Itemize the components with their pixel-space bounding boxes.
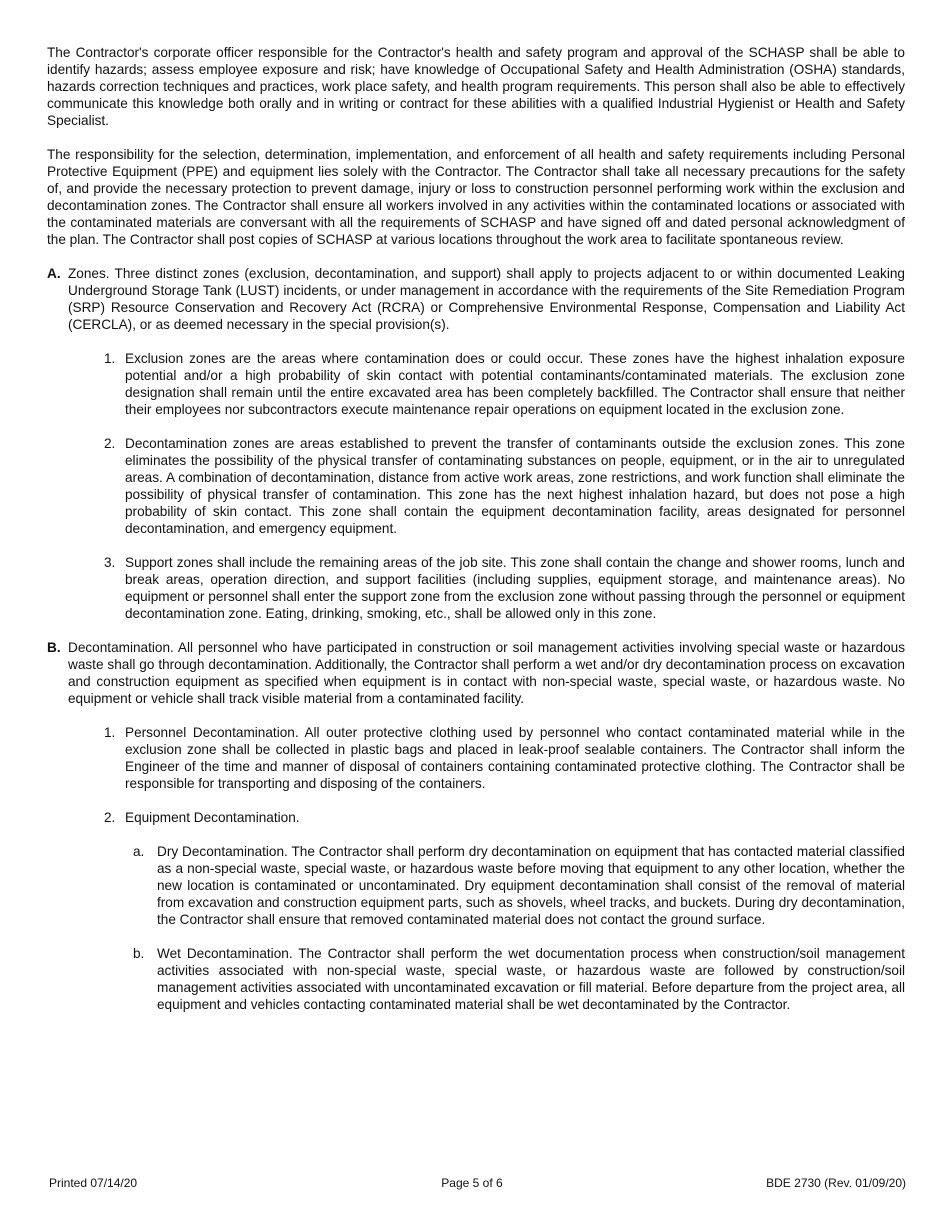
list-item-number: 1.: [104, 725, 116, 740]
list-item-text: Personnel Decontamination. All outer protective clothing used by personnel who contact contaminated material while in the exclusion zone shall be collected in plastic bags and placed in leak-proof sealable containers. The Contractor shall inform the Engineer of the time and manner of disposal of containers containing contaminated protective clothing. The Contractor shall be responsible for transporting and disposing of the containers.: [125, 725, 905, 791]
sub-item-letter: b.: [133, 946, 145, 961]
list-item-number: 3.: [104, 555, 116, 570]
list-item-number: 1.: [104, 351, 116, 366]
sub-item-text: Wet Decontamination. The Contractor shall perform the wet documentation process when construction/soil management activities associated with non-special waste, special waste, or hazardous waste are followed by construction/soil management activities associated with uncontaminated excavation or fill material. Before departure from the project area, all equipment and vehicles contacting contaminated material shall be wet decontaminated by the Contractor.: [157, 946, 905, 1012]
list-item-number: 2.: [104, 810, 116, 825]
footer-form-number: BDE 2730 (Rev. 01/09/20): [766, 1176, 906, 1190]
footer-printed-date: Printed 07/14/20: [49, 1176, 138, 1190]
footer-page-number: Page 5 of 6: [441, 1176, 503, 1190]
section-a-zones: [47, 265, 905, 333]
section-b-text: Decontamination. All personnel who have participated in construction or soil management activities involving special waste or hazardous waste shall go through decontamination. Additionally, the Contractor shall perform a wet and/or dry decontamination process on excavation and construction equipment as specified when equipment is in contact with non-special waste, special waste, or hazardous waste. No equipment or vehicle shall track visible material from a contaminated facility.: [68, 640, 905, 706]
list-item-support-zones: [104, 554, 905, 622]
sub-item-letter: a.: [133, 844, 145, 859]
list-item-text: Support zones shall include the remaining areas of the job site. This zone shall contain the change and shower rooms, lunch and break areas, operation direction, and support facilities (including supplies, equipment storage, and maintenance areas). No equipment or personnel shall enter the support zone from the exclusion zone without passing through the personnel or equipment decontamination zone. Eating, drinking, smoking, etc., shall be allowed only in this zone.: [125, 555, 905, 621]
document-body: [47, 44, 905, 1030]
list-item-number: 2.: [104, 436, 116, 451]
list-item-text: Equipment Decontamination.: [125, 810, 300, 825]
sub-item-dry-decontamination: [133, 843, 905, 928]
list-item-exclusion-zones: [104, 350, 905, 418]
intro-paragraph-1: The Contractor's corporate officer responsible for the Contractor's health and safety program and approval of the SCHASP shall be able to identify hazards; assess employee exposure and risk; have knowledge of Occupational Safety and Health Administration (OSHA) standards, hazards correction techniques and practices, work place safety, and health program requirements. This person shall also be able to effectively communicate this knowledge both orally and in writing or contract for these abilities with a qualified Industrial Hygienist or Health and Safety Specialist.: [47, 45, 905, 128]
list-item-personnel-decontamination: [104, 724, 905, 792]
section-a-text: Zones. Three distinct zones (exclusion, decontamination, and support) shall apply to projects adjacent to or within documented Leaking Underground Storage Tank (LUST) incidents, or under management in accordance with the requirements of the Site Remediation Program (SRP) Resource Conservation and Recovery Act (RCRA) or Comprehensive Environmental Response, Compensation and Liability Act (CERCLA), or as deemed necessary in the special provision(s).: [68, 266, 905, 332]
sub-item-text: Dry Decontamination. The Contractor shall perform dry decontamination on equipment that has contacted material classified as a non-special waste, special waste, or hazardous waste before moving that equipment to any other location, whether the new location is contaminated or uncontaminated. Dry equipment decontamination shall consist of the removal of material from excavation and construction equipment parts, such as shovels, wheel tracks, and buckets. During dry decontamination, the Contractor shall ensure that removed contaminated material does not contact the ground surface.: [157, 844, 905, 927]
section-b-decontamination: [47, 639, 905, 707]
list-item-equipment-decontamination: [104, 809, 905, 826]
sub-item-wet-decontamination: [133, 945, 905, 1013]
list-item-text: Decontamination zones are areas established to prevent the transfer of contaminants outside the exclusion zones. This zone eliminates the possibility of the physical transfer of contaminating substances on people, equipment, or in the air to unregulated areas. A combination of decontamination, distance from active work areas, zone restrictions, and work function shall eliminate the possibility of physical transfer of contamination. This zone has the next highest inhalation hazard, but does not pose a high probability of skin contact. This zone shall contain the equipment decontamination facility, areas designated for personnel decontamination, and emergency equipment.: [125, 436, 905, 536]
section-a-label: A.: [47, 266, 61, 281]
list-item-text: Exclusion zones are the areas where contamination does or could occur. These zones have the highest inhalation exposure potential and/or a high probability of skin contact with potential contaminants/contaminated materials. The exclusion zone designation shall remain until the entire excavated area has been completely backfilled. The Contractor shall ensure that neither their employees nor subcontractors execute maintenance repair operations on equipment located in the exclusion zone.: [125, 351, 905, 417]
list-item-decontamination-zones: [104, 435, 905, 537]
intro-paragraph-2: The responsibility for the selection, determination, implementation, and enforcement of all health and safety requirements including Personal Protective Equipment (PPE) and equipment lies solely with the Contractor. The Contractor shall take all necessary precautions for the safety of, and provide the necessary protection to prevent damage, injury or loss to construction personnel performing work within the exclusion and decontamination zones. The Contractor shall ensure all workers involved in any activities within the contaminated locations or associated with the contaminated materials are conversant with all the requirements of SCHASP and have signed off and dated personal acknowledgment of the plan. The Contractor shall post copies of SCHASP at various locations throughout the work area to facilitate spontaneous review.: [47, 147, 905, 247]
section-b-label: B.: [47, 640, 61, 655]
